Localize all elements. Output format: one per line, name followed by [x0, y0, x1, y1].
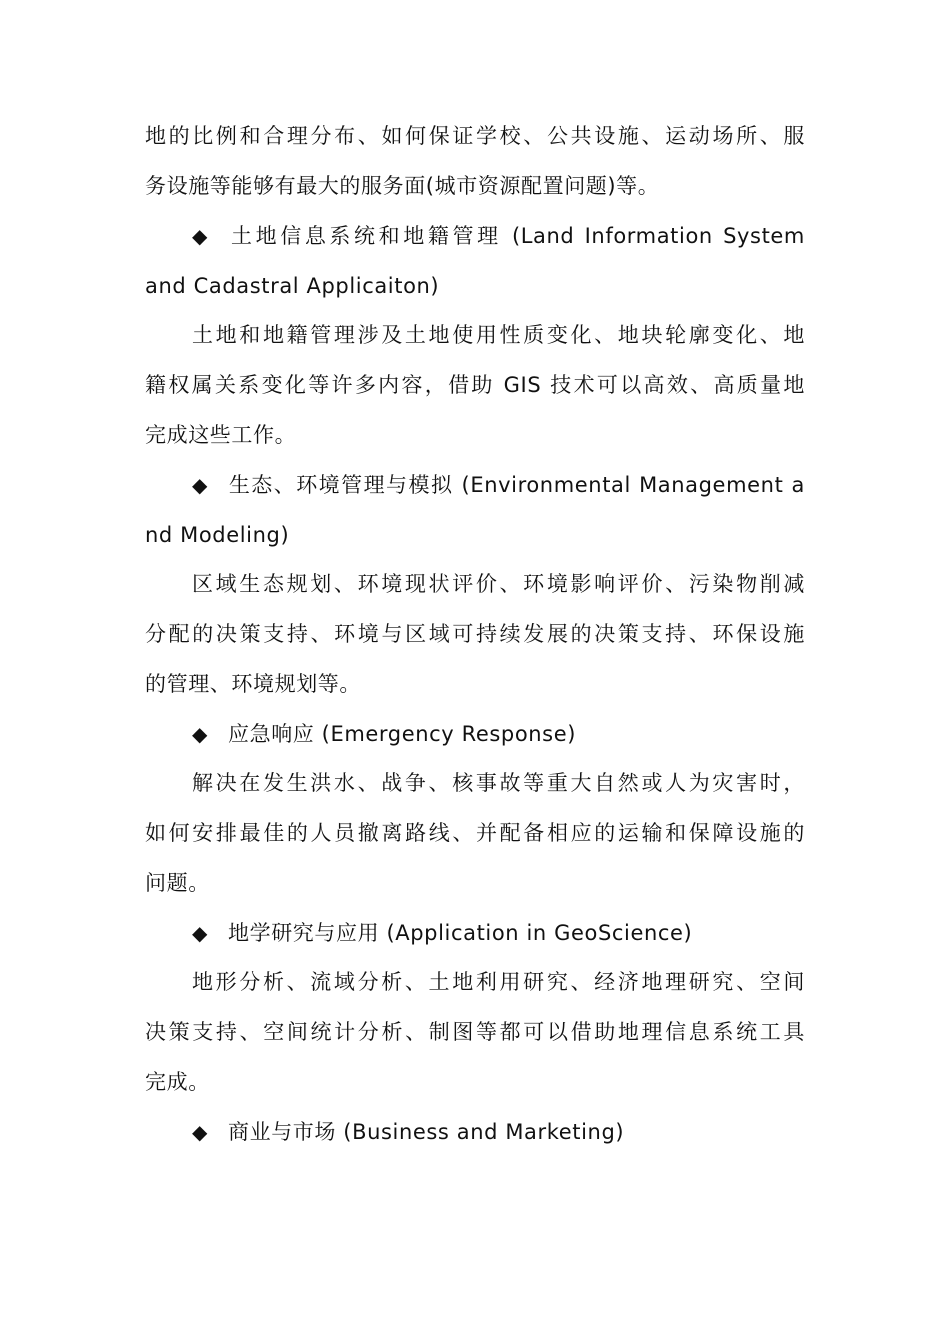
paragraph-line: 如何安排最佳的人员撤离路线、并配备相应的运输和保障设施的: [145, 821, 805, 845]
paragraph-line: 的管理、环境规划等。: [145, 672, 361, 696]
bullet-heading-environmental: [192, 470, 805, 500]
bullet-heading-business: [192, 1117, 805, 1147]
paragraph-line: 分配的决策支持、环境与区域可持续发展的决策支持、环保设施: [145, 622, 805, 646]
paragraph-line: 地的比例和合理分布、如何保证学校、公共设施、运动场所、服: [145, 124, 805, 148]
diamond-bullet-icon: ◆: [192, 224, 208, 248]
paragraph-line: 土地和地籍管理涉及土地使用性质变化、地块轮廓变化、地: [192, 323, 805, 347]
bullet-heading-text: 地学研究与应用 (Application in GeoScience): [228, 921, 693, 945]
bullet-heading-continuation: nd Modeling): [145, 523, 290, 547]
bullet-heading-continuation: and Cadastral Applicaiton): [145, 274, 440, 298]
diamond-bullet-icon: ◆: [192, 1120, 208, 1144]
paragraph-line: 完成这些工作。: [145, 423, 297, 447]
bullet-heading-emergency: [192, 719, 805, 749]
diamond-bullet-icon: ◆: [192, 921, 208, 945]
bullet-heading-land-information: [192, 221, 805, 251]
bullet-heading-geoscience: [192, 918, 805, 948]
bullet-heading-text: 商业与市场 (Business and Marketing): [228, 1120, 625, 1144]
diamond-bullet-icon: ◆: [192, 473, 208, 497]
paragraph-line: 务设施等能够有最大的服务面(城市资源配置问题)等。: [145, 174, 660, 198]
paragraph-line: 问题。: [145, 871, 210, 895]
diamond-bullet-icon: ◆: [192, 722, 208, 746]
paragraph-line: 完成。: [145, 1070, 210, 1094]
bullet-heading-text: 土地信息系统和地籍管理 (Land Information System: [228, 224, 805, 248]
paragraph-line: 籍权属关系变化等许多内容，借助 GIS 技术可以高效、高质量地: [145, 373, 805, 397]
bullet-heading-text: 生态、环境管理与模拟 (Environmental Management a: [228, 473, 805, 497]
paragraph-line: 地形分析、流域分析、土地利用研究、经济地理研究、空间: [192, 970, 805, 994]
paragraph-line: 解决在发生洪水、战争、核事故等重大自然或人为灾害时，: [192, 771, 805, 795]
paragraph-line: 决策支持、空间统计分析、制图等都可以借助地理信息系统工具: [145, 1020, 805, 1044]
bullet-heading-text: 应急响应 (Emergency Response): [228, 722, 577, 746]
paragraph-line: 区域生态规划、环境现状评价、环境影响评价、污染物削减: [192, 572, 805, 596]
